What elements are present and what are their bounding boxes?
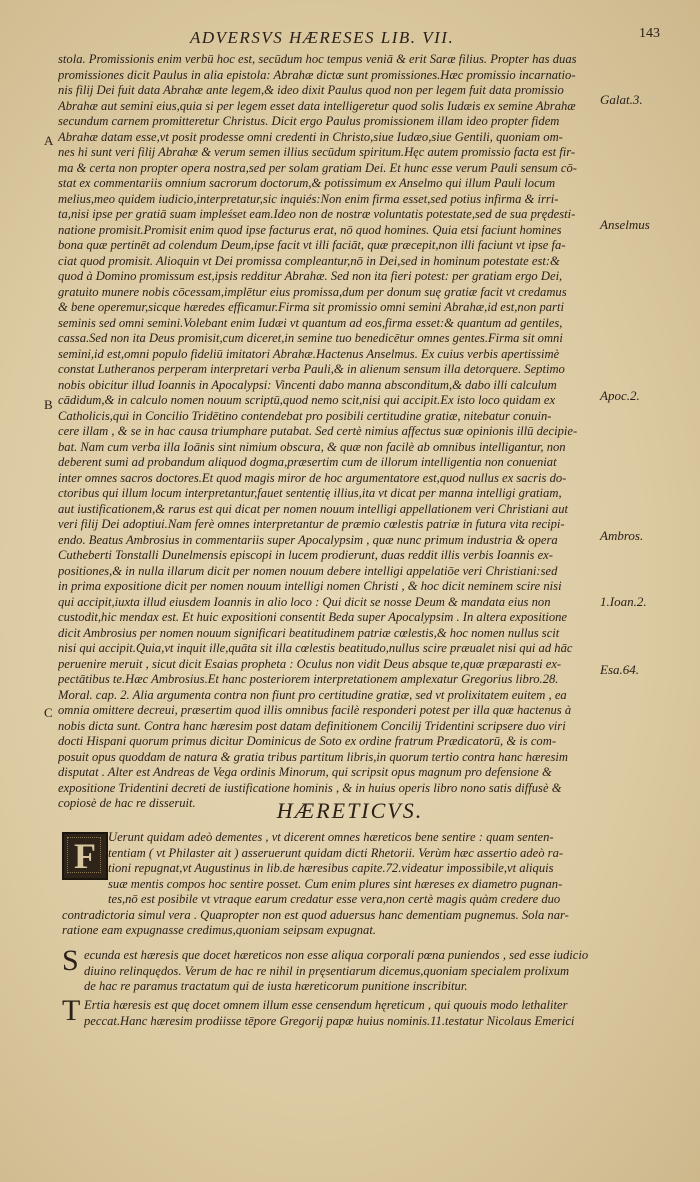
para3-line: Ertia hæresis est quę docet omnem illum esse censendum hęreticum , qui quouis modo lethaliter [84,998,568,1012]
body-line: bona quæ pertinēt ad colendum Deum,ipse facit vt illi faciāt, quæ præcepit,non illi faciunt vt ipse fa- [58,238,566,252]
section-line: Uerunt quidam adeò dementes , vt dicerent omnes hæreticos bene sentire : quam senten- [108,830,554,844]
body-line: Cutheberti Tonstalli Dunelmensis episcopi in lucem prodierunt, duas reddit illis verbis Ioannis ex- [58,548,553,562]
body-line: constat Lutheranos perperam interpretari verba Pauli,& in alienum sensum illa detorquere. Septimo [58,362,565,376]
margin-letter-a: A [44,133,54,148]
margin-note-esa: Esa.64. [600,662,639,677]
body-line: promissiones dicit Paulus in alia epistola: Abrahæ dictæ sunt promissiones.Hæc promissio incarnatio- [58,67,576,82]
body-line: qui accipit,iuxta illud eiusdem Ioannis in alio loco : Qui dicit se nosse Deum & mandata eius non [58,594,551,609]
body-line: Moral. cap. 2. Alia argumenta contra non fiunt pro certitudine gratiæ, sed vt prolixitatem euitem , ea [58,687,567,702]
section-text [62,830,596,939]
body-line: pectātibus te.Hæc Ambrosius.Et hanc posteriorem interpretationem amplexatur Gregorius libro.28. [58,672,559,686]
body-line: inter omnes sacros doctores.Et quod magis miror de hoc argumentatore est,quod nullus ex sacris do- [58,470,567,485]
body-line: nobis dicta sunt. Contra hanc hæresim post datam definitionem Concilij Tridentini scripsere duo viri [58,718,566,733]
body-line: nisi qui accipit.Quia,vt inquit ille,quāta sit illa cœlestis beatitudo,nullus scire præualet nisi qui ad hāc [58,641,573,655]
body-line: expositione Tridentini decreti de iustificatione hominis , & in huius operis libro nono satis diffusè & [58,780,562,795]
body-line: quod à Domino promissum est,ipsis redditur Abrahæ. Sed non ita fieri potest: per gratiam ergo Dei, [58,269,563,283]
dropcap-letter: F [74,836,96,876]
page-number: 143 [639,26,660,41]
margin-note-ambros: Ambros. [600,528,644,543]
body-line: cassa.Sed non ita Deus promisit,cum diceret,in semine tuo benedicētur omnes gentes.Firma sit omni [58,331,563,345]
margin-letter-b: B [44,397,53,412]
body-line: in prima expositione dicit per nomen nouum intelligi nomen Christi , & hoc dicit neminem scire nisi [58,579,562,593]
body-line: disputat . Alter est Andreas de Vega ordinis Minorum, qui scripsit opus magnum pro defensione & [58,765,552,779]
margin-note-anselmus: Anselmus [600,217,650,232]
body-line: Abrahæ aut semini eius,quia si per legem esset data intelligeretur quod solis Iudæis ex semine Abrahæ [58,98,576,113]
section-line: contradictoria simul vera . Quapropter non est quod aduersus hanc dementiam pugnemus. Sola nar- [62,907,569,922]
body-line: positiones,& in nulla illarum dicit per nomen nouum debere intelligi appelatiōe veri Christiani:sed [58,563,558,578]
section-line: tes,nō est posibile vt vtraque earum credatur esse vera,non certè magis quàm credere duo [108,892,561,906]
body-line: copiosè de hac re disseruit. [58,796,196,810]
body-line: ma & certa non propter opera nostra,sed per solam gratiam Dei. Et hunc esse verum Pauli sensum cō- [58,160,577,175]
section-heading: HÆRETICVS. [276,798,424,823]
body-line: peruenire meruit , sicut dicit Esaias propheta : Oculus non vidit Deus absque te,quæ præparasti ex- [58,656,562,671]
body-line: Abrahæ datam esse,vt posit prodesse omni credenti in Christo,siue Iudæo,siue Gentili, quoniam om- [58,129,563,144]
body-line: secundum carnem promitteretur Christus. Dicit ergo Paulus promissionem illam ideo propter fidem [58,114,560,128]
body-line: custodit,hic mendax est. Et huic expositioni consentit Beda super Apocalypsim . In altera expositione [58,610,568,624]
body-line: dicit Ambrosius per nomen nouum significari beatitudinem patriæ cœlestis,& hoc nomen nullus scit [58,625,560,640]
body-line: semini,id est,omni populo fideliū imitatori Abrahæ.Hactenus Anselmus. Ex cuius verbis apertissimè [58,346,560,361]
para3-line: peccat.Hanc hæresim prodiisse tēpore Gregorij papæ huius nominis.11.testatur Nicolaus Emerici [84,1013,575,1028]
para2-line: de hac re paramus tractatum qui de iusta hæreticorum punitione inscribitur. [84,979,468,993]
section-line: ratione eam expugnasse credimus,quoniam seipsam expugnat. [62,923,376,937]
body-line: ciat quod promisit. Alioquin vt Dei promissa compleantur,nō in Dei,sed in hominum potestate est:& [58,253,560,268]
body-line: nis filij Dei fuit data Abrahæ ante legem,& ideo dixit Paulus quod non per legem fuit data promissio [58,83,564,97]
para3-text [84,998,596,1029]
section-line: tentiam ( vt Philaster ait ) asseruerunt quidam dicti Rhetorii. Verùm hæc assertio adeò ra- [108,845,564,860]
para2-text [84,948,596,995]
body-line: bat. Nam cum verba illa Ioānis sint nimium obscura, & quæ non facilè ab omnibus intelligantur, non [58,439,566,454]
margin-letter-c: C [44,705,53,720]
para2-line: ecunda est hæresis que docet hæreticos non esse aliqua corporali pœna puniendos , sed esse iudicio [84,948,589,962]
body-line: deberent sumi ad probandum aliquod dogma,præsertim cum de illorum intelligentia non conueniat [58,455,557,469]
body-line: melius,meo quidem iudicio,interpretatur,sic inquiés:Non enim firma esset,sed potius infirma & irri- [58,191,559,206]
body-line: omnia omittere decreui, præsertim quod illis omnibus facilè responderi potest per illa quæ hactenus à [58,703,572,717]
body-line: ta,nisi ipse per gratiā suam impleśset eam.Ideo non de nostræ voluntatis potestate,sed de sua prędesti- [58,207,576,221]
para2-line: diuino relinquędos. Verum de hac re nihil in pręsentiarum dicemus,quoniam specialem prolixum [84,963,570,978]
para3-initial: T [62,994,81,1027]
body-line: nes hi sunt veri filij Abrahæ & verum semen illius secūdum spiritum.Hęc autem promissio facta est fir- [58,145,576,159]
body-line: endo. Beatus Ambrosius in commentariis super Apocalypsim , quæ nunc primum industria & opera [58,532,558,547]
running-title: ADVERSVS HÆRESES LIB. VII. [190,28,455,47]
margin-note-apoc: Apoc.2. [600,388,640,403]
section-line: tioni repugnat,vt Augustinus in lib.de hæresibus capite.72.videatur impossibile,vt aliquis [108,861,554,875]
body-line: stat ex commentariis omnium sacrorum doctorum,& potissimum ex Anselmo qui illum Pauli locum [58,176,556,190]
body-line: & bene operemur,sicque hæredes efficamur.Firma sit promissio omni semini Abrahæ,id est,non parti [58,300,564,314]
running-head [0,28,700,50]
body-line: seminis sed omni semini.Volebant enim Iudæi vt quantum ad eos,firma esset:& quantum ad gentiles, [58,315,563,330]
body-line: veri filij Dei adoptiui.Nam ferè omnes interpretantur de præmio cœlestis patriæ in futura vita recipi- [58,517,565,531]
body-line: stola. Promissionis enim verbū hoc est, secūdum hoc tempus veniā & erit Saræ filius. Propter has duas [58,52,577,66]
body-line: Catholicis,qui in Concilio Tridētino contendebat pro posibili certitudine gratiæ, nitebatur conuin- [58,408,552,423]
para2-initial: S [62,944,79,977]
body-line: gratuito munere nobis cōcessam,implētur eius promissa,dum per donum suę gratiæ facit vt credamus [58,284,567,299]
section-line: suæ mentis compos hoc sentire posset. Cum enim plures sint hæreses ex diametro pugnan- [108,876,563,891]
margin-note-ioan: 1.Ioan.2. [600,594,647,609]
body-line: aut iustificationem,& rarus est qui dicat per nomen nouum intelligi appellationem veri Christiani aut [58,501,569,516]
body-text [58,52,596,812]
body-line: cādidum,& in calculo nomen nouum scriptū,quod nemo scit,nisi qui accipit.Ex isto loco quidam ex [58,393,556,407]
body-line: natione promisit.Promisit enim quod ipse facturus erat, nō quod homines. Quia etsi faciunt homines [58,222,562,237]
body-line: cere illam , & se in hac causa triumphare putabat. Sed certè nimius affectus suæ opinionis illū decipie- [58,424,578,438]
margin-note-galat: Galat.3. [600,92,643,107]
body-line: posuit opus quoddam de natura & gratia tribus partitum libris,in quorum tertio contra hanc hæresim [58,749,568,764]
body-line: docti Hispani quorum primus dicitur Dominicus de Soto ex ordine fratrum Prædicatorū, & is com- [58,734,557,748]
body-line: nobis obicitur illud Ioannis in Apocalypsi: Vincenti dabo manna absconditum,& dabo illi calculum [58,377,557,392]
body-line: ctoribus qui illum locum interpretantur,fauet sententię illius,ita vt dicat per manna intelligi gratiam, [58,486,562,500]
